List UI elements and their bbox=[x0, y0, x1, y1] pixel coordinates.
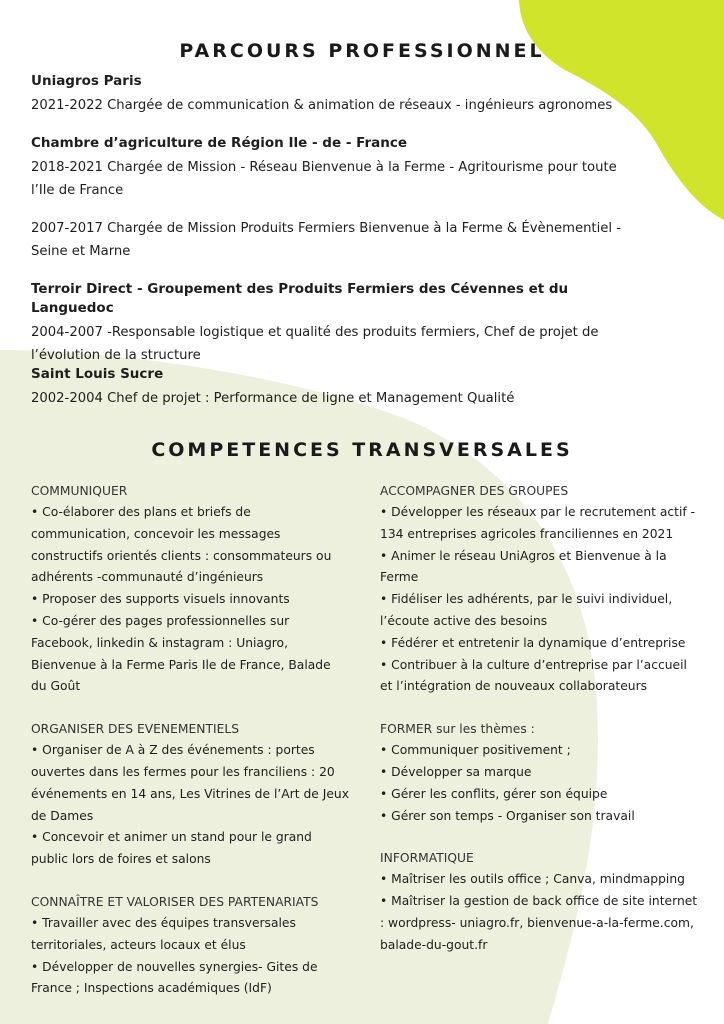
skill-line: • Organiser de A à Z des événements : portes bbox=[31, 743, 315, 758]
skill-line: • Animer le réseau UniAgros et Bienvenue à la bbox=[380, 548, 667, 563]
skill-line: • Gérer son temps - Organiser son travail bbox=[380, 808, 635, 823]
job-desc-line: 2007-2017 Chargée de Mission Produits Fermiers Bienvenue à la Ferme & Évènementiel - bbox=[31, 221, 621, 236]
job-desc-line: Seine et Marne bbox=[31, 244, 131, 259]
spacer bbox=[380, 698, 710, 719]
skill-line: et l’intégration de nouveaux collaborateurs bbox=[380, 679, 648, 694]
skill-line: • Concevoir et animer un stand pour le grand bbox=[31, 830, 312, 845]
job-desc-line: l’évolution de la structure bbox=[31, 348, 201, 363]
job-entry bbox=[31, 365, 651, 410]
skill-line: Ferme bbox=[380, 570, 419, 585]
skill-line: • Communiquer positivement ; bbox=[380, 743, 571, 758]
skill-line: constructifs orientés clients : consommateurs ou bbox=[31, 548, 332, 563]
skill-block-title: ORGANISER DES EVENEMENTIELS bbox=[31, 722, 240, 737]
skill-block bbox=[31, 892, 351, 1000]
skill-line: 134 entreprises agricoles franciliennes en 2021 bbox=[380, 526, 674, 541]
skill-block-title: INFORMATIQUE bbox=[380, 851, 474, 866]
competences-right-column bbox=[380, 481, 710, 957]
skill-block bbox=[31, 481, 351, 698]
parcours-title: PARCOURS PROFESSIONNEL bbox=[179, 40, 545, 62]
skill-block bbox=[380, 848, 710, 956]
skill-line: • Travailler avec des équipes transversales bbox=[31, 915, 296, 930]
skill-line: communication, concevoir les messages bbox=[31, 526, 281, 541]
skill-block bbox=[31, 719, 351, 871]
skill-line: • Développer sa marque bbox=[380, 764, 532, 779]
skill-line: territoriales, acteurs locaux et élus bbox=[31, 937, 246, 952]
job-desc-line: 2002-2004 Chef de projet : Performance de ligne et Management Qualité bbox=[31, 391, 515, 406]
skill-block bbox=[380, 719, 710, 827]
skill-line: ouvertes dans les fermes pour les franciliens : 20 bbox=[31, 764, 335, 779]
skill-line: • Développer les réseaux par le recrutement actif - bbox=[380, 505, 696, 519]
skill-line: France ; Inspections académiques (IdF) bbox=[31, 981, 272, 996]
job-desc-line: l’Ile de France bbox=[31, 183, 124, 198]
skill-line: • Maîtriser les outils office ; Canva, mindmapping bbox=[380, 872, 685, 887]
job-org: Saint Louis Sucre bbox=[31, 366, 164, 382]
skill-line: • Proposer des supports visuels innovants bbox=[31, 592, 290, 607]
skill-line: • Développer de nouvelles synergies- Gites de bbox=[31, 959, 318, 974]
skill-line: : wordpress- uniagro.fr, bienvenue-a-la-ferme.com, bbox=[380, 915, 694, 930]
spacer bbox=[31, 698, 351, 719]
skill-line: Bienvenue à la Ferme Paris Ile de France, Balade bbox=[31, 657, 331, 672]
skill-line: adhérents -communauté d’ingénieurs bbox=[31, 570, 264, 585]
job-entry bbox=[31, 134, 651, 202]
job-desc-line: 2004-2007 -Responsable logistique et qualité des produits fermiers, Chef de projet de bbox=[31, 325, 599, 340]
skill-block bbox=[380, 481, 710, 698]
spacer bbox=[380, 827, 710, 848]
competences-title: COMPETENCES TRANSVERSALES bbox=[151, 439, 573, 461]
skill-block-title: FORMER sur les thèmes : bbox=[380, 722, 535, 737]
job-entry bbox=[31, 217, 651, 263]
skill-line: de Dames bbox=[31, 808, 94, 823]
skill-line: • Fédérer et entretenir la dynamique d’entreprise bbox=[380, 635, 686, 650]
skill-block-title: ACCOMPAGNER DES GROUPES bbox=[380, 484, 569, 498]
skill-line: Facebook, linkedin & instagram : Uniagro, bbox=[31, 635, 288, 650]
skill-line: balade-du-gout.fr bbox=[380, 937, 488, 952]
competences-left-column bbox=[31, 481, 351, 1000]
job-org: Terroir Direct - Groupement des Produits Fermiers des Cévennes et du Languedoc bbox=[31, 281, 569, 316]
skill-line: événements en 14 ans, Les Vitrines de l’Art de Jeux bbox=[31, 786, 350, 801]
spacer bbox=[31, 871, 351, 892]
skill-line: public lors de foires et salons bbox=[31, 852, 211, 867]
skill-line: • Maîtriser la gestion de back office de site internet bbox=[380, 894, 698, 909]
job-desc-line: 2021-2022 Chargée de communication & animation de réseaux - ingénieurs agronomes bbox=[31, 98, 613, 113]
job-org: Uniagros Paris bbox=[31, 73, 142, 89]
skill-line: • Co-élaborer des plans et briefs de bbox=[31, 505, 251, 519]
job-entry bbox=[31, 280, 651, 367]
skill-line: • Contribuer à la culture d’entreprise par l’accueil bbox=[380, 657, 687, 672]
skill-line: du Goût bbox=[31, 679, 81, 694]
skill-block-title: CONNAÎTRE ET VALORISER DES PARTENARIATS bbox=[31, 894, 319, 909]
job-org: Chambre d’agriculture de Région Ile - de - France bbox=[31, 135, 408, 151]
job-entry bbox=[31, 72, 651, 117]
skill-line: • Gérer les conflits, gérer son équipe bbox=[380, 786, 608, 801]
skill-line: l’écoute active des besoins bbox=[380, 613, 548, 628]
skill-line: • Fidéliser les adhérents, par le suivi individuel, bbox=[380, 592, 673, 607]
job-desc-line: 2018-2021 Chargée de Mission - Réseau Bienvenue à la Ferme - Agritourisme pour toute bbox=[31, 160, 617, 175]
skill-line: • Co-gérer des pages professionnelles sur bbox=[31, 613, 290, 628]
skill-block-title: COMMUNIQUER bbox=[31, 484, 128, 498]
